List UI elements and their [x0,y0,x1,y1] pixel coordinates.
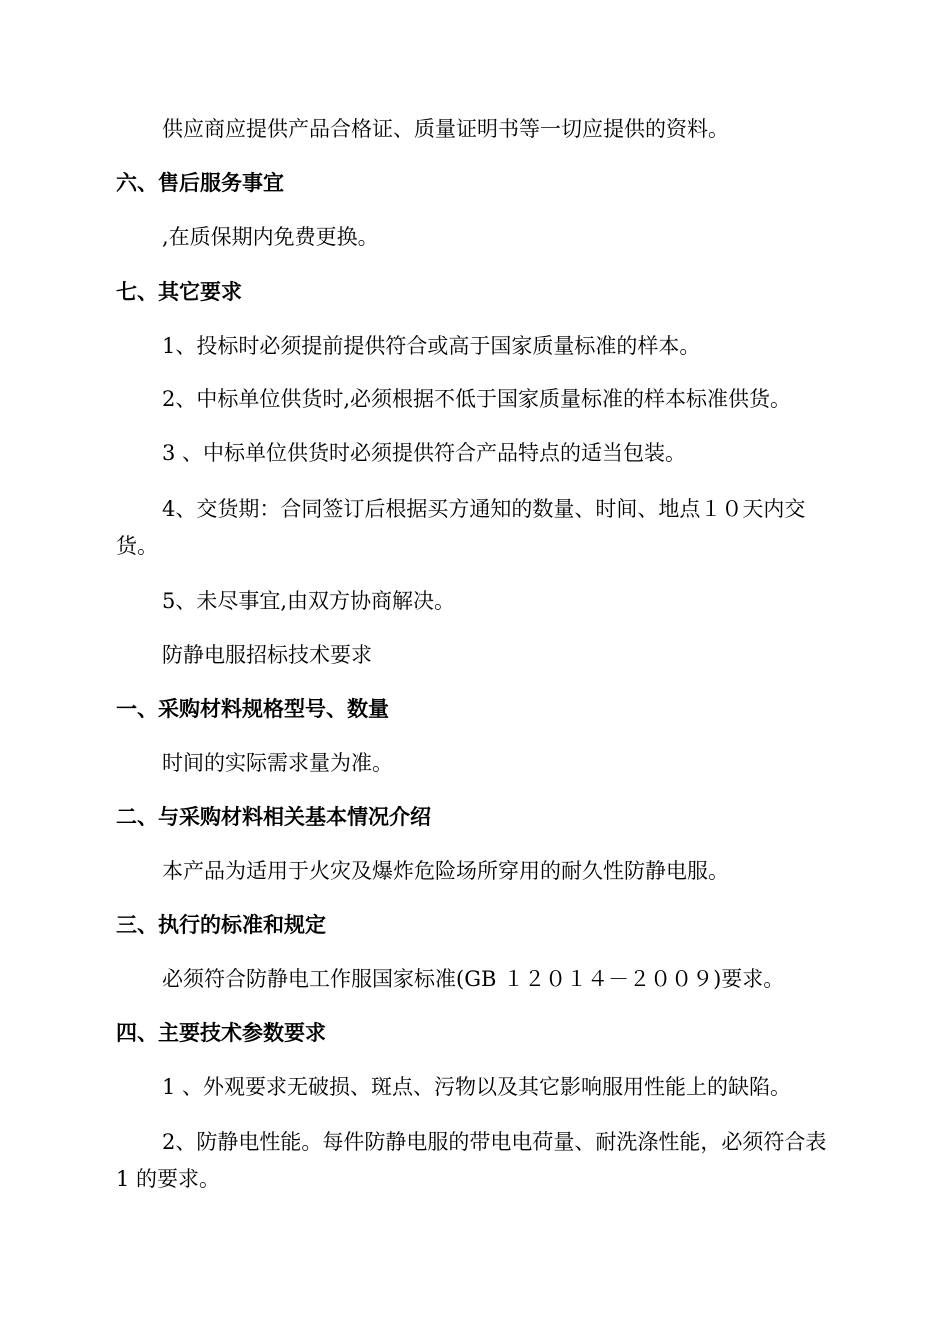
heading-tech-params: 四、主要技术参数要求 [116,1021,326,1045]
heading-other-requirements: 七、其它要求 [116,280,242,304]
standards-paragraph: 必须符合防静电工作服国家标准(GB １２０１４－２００９)要求。 [162,967,785,991]
supplier-paragraph: 供应商应提供产品合格证、质量证明书等一切应提供的资料。 [162,117,729,141]
heading-after-sales: 六、售后服务事宜 [116,171,284,195]
specs-paragraph: 时间的实际需求量为准。 [162,751,393,775]
section-title-antistatic: 防静电服招标技术要求 [162,643,372,667]
heading-material-info: 二、与采购材料相关基本情况介绍 [116,805,431,829]
tech-requirement-1: 1 、外观要求无破损、斑点、污物以及其它影响服用性能上的缺陷。 [162,1075,792,1099]
after-sales-paragraph: ,在质保期内免费更换。 [162,225,379,249]
tech-requirement-2: 2、防静电性能。每件防静电服的带电电荷量、耐洗涤性能，必须符合表 1 的要求。 [116,1130,827,1191]
requirement-4: 4、交货期：合同签订后根据买方通知的数量、时间、地点１０天内交货。 [116,497,806,558]
heading-specs-quantity: 一、采购材料规格型号、数量 [116,697,389,721]
requirement-5: 5、未尽事宜,由双方协商解决。 [162,589,456,613]
requirement-2: 2、中标单位供货时,必须根据不低于国家质量标准的样本标准供货。 [162,387,792,411]
requirement-3: 3 、中标单位供货时必须提供符合产品特点的适当包装。 [162,441,687,465]
heading-standards: 三、执行的标准和规定 [116,913,326,937]
material-info-paragraph: 本产品为适用于火灾及爆炸危险场所穿用的耐久性防静电服。 [162,859,729,883]
requirement-1: 1、投标时必须提前提供符合或高于国家质量标准的样本。 [162,334,701,358]
